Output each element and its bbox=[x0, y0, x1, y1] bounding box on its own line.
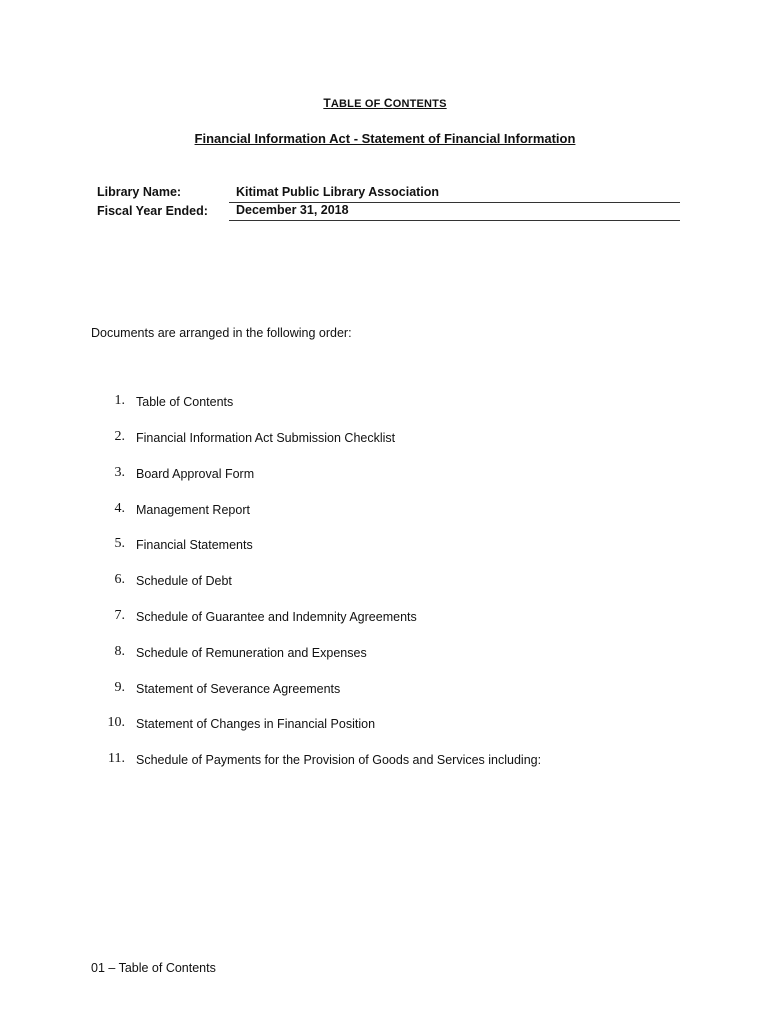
list-item-number: 11. bbox=[108, 751, 125, 766]
list-item-text: Financial Statements bbox=[136, 538, 253, 552]
list-item-number: 1. bbox=[114, 393, 125, 408]
list-item-number: 6. bbox=[114, 572, 125, 587]
list-item bbox=[0, 393, 770, 413]
library-name-value: Kitimat Public Library Association bbox=[229, 184, 680, 203]
toc-heading-t: T bbox=[323, 96, 331, 110]
fiscal-year-value: December 31, 2018 bbox=[229, 202, 680, 221]
list-item-text: Statement of Changes in Financial Position bbox=[136, 717, 376, 731]
page-footer: 01 – Table of Contents bbox=[91, 961, 216, 975]
list-item-text: Table of Contents bbox=[136, 395, 234, 409]
list-item bbox=[0, 644, 770, 664]
list-item-text: Financial Information Act Submission Checklist bbox=[136, 431, 396, 445]
list-item bbox=[0, 608, 770, 628]
list-item-number: 8. bbox=[114, 644, 125, 659]
list-item-text: Schedule of Guarantee and Indemnity Agreements bbox=[136, 610, 417, 624]
list-item-text: Schedule of Remuneration and Expenses bbox=[136, 646, 367, 660]
list-item-text: Statement of Severance Agreements bbox=[136, 682, 341, 696]
list-item bbox=[0, 429, 770, 449]
list-item-number: 5. bbox=[114, 536, 125, 551]
list-item bbox=[0, 501, 770, 521]
intro-text: Documents are arranged in the following order: bbox=[91, 326, 352, 340]
list-item bbox=[0, 715, 770, 735]
list-item-number: 9. bbox=[114, 680, 125, 695]
list-item bbox=[0, 536, 770, 556]
toc-heading bbox=[0, 96, 770, 110]
list-item-text: Board Approval Form bbox=[136, 467, 255, 481]
list-item bbox=[0, 572, 770, 592]
library-name-label: Library Name: bbox=[97, 185, 182, 199]
list-item bbox=[0, 751, 770, 771]
list-item bbox=[0, 465, 770, 485]
list-item-text: Management Report bbox=[136, 503, 250, 517]
toc-heading-c: C bbox=[383, 96, 393, 110]
list-item-number: 10. bbox=[107, 715, 125, 730]
list-item-number: 7. bbox=[114, 608, 125, 623]
list-item-text: Schedule of Payments for the Provision of Goods and Services including: bbox=[136, 753, 542, 767]
toc-heading-ontents: ONTENTS bbox=[392, 98, 447, 110]
list-item-text: Schedule of Debt bbox=[136, 574, 232, 588]
page-title: Financial Information Act - Statement of Financial Information bbox=[194, 131, 576, 146]
list-item bbox=[0, 680, 770, 700]
list-item-number: 4. bbox=[114, 501, 125, 516]
list-item-number: 3. bbox=[114, 465, 125, 480]
toc-heading-able-of: ABLE OF bbox=[330, 98, 384, 110]
list-item-number: 2. bbox=[114, 429, 125, 444]
fiscal-year-label: Fiscal Year Ended: bbox=[97, 204, 208, 218]
